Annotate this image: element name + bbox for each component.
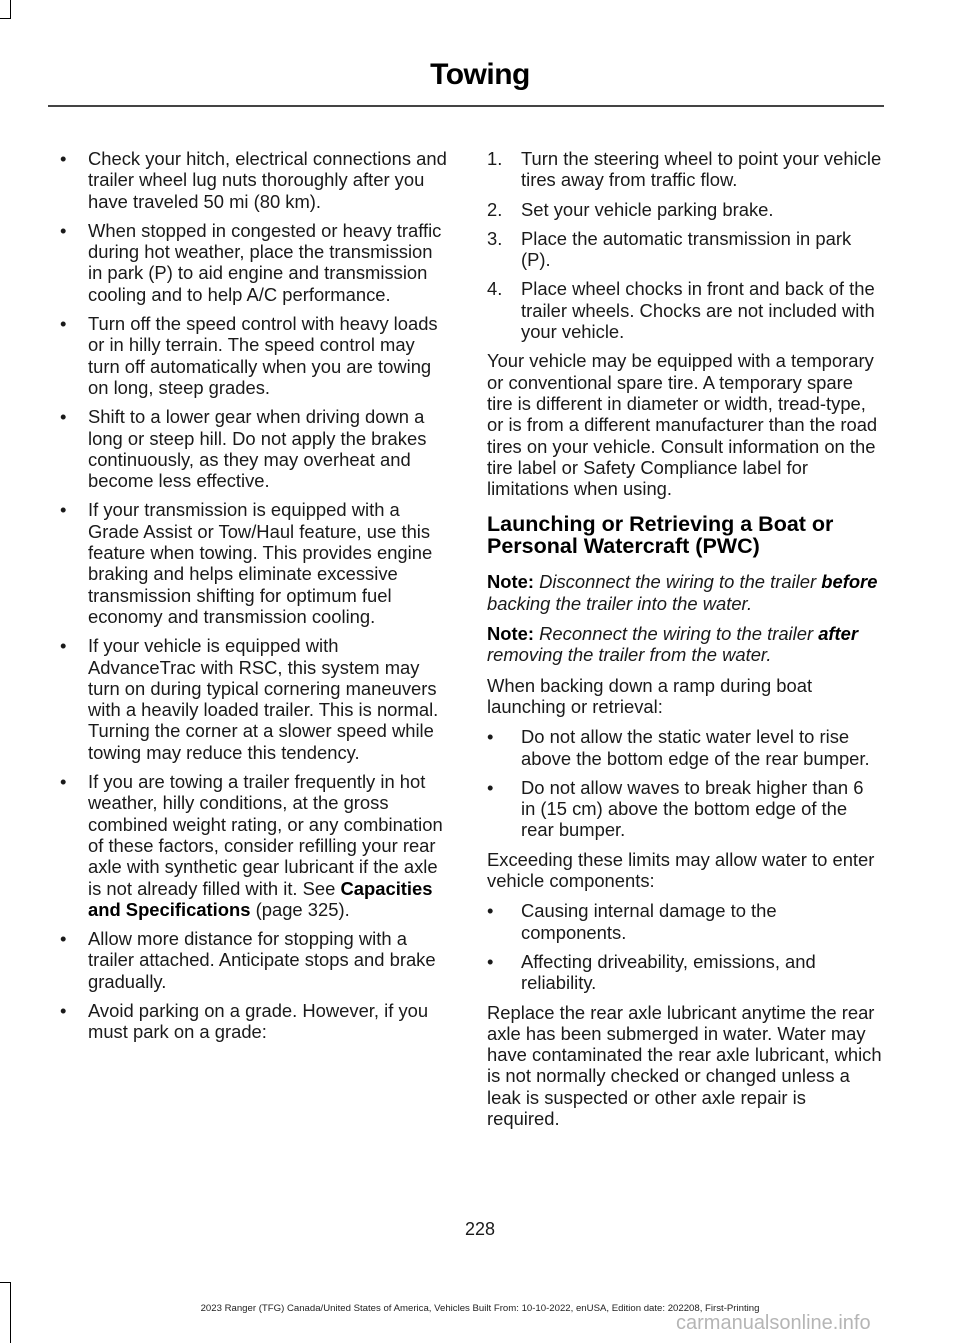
capacities-link[interactable]: Capacities and Specifications — [88, 877, 433, 920]
list-item: • Affecting driveability, emissions, and reliability. — [487, 951, 882, 994]
list-item: • When stopped in congested or heavy traffic during hot weather, place the transmission in park (P) to aid engine and transmission cooling and to help A/C performance. — [60, 220, 450, 305]
page-title: Towing — [430, 58, 530, 91]
step-text: Place wheel chocks in front and back of the trailer wheels. Chocks are not included with your vehicle. — [521, 278, 875, 343]
list-item: • Allow more distance for stopping with a trailer attached. Anticipate stops and brake gradually. — [60, 928, 450, 992]
left-column — [60, 148, 450, 1051]
step-text: Place the automatic transmission in park (P). — [521, 227, 852, 271]
list-item — [60, 771, 450, 920]
footer: 2023 Ranger (TFG) Canada/United States of America, Vehicles Built From: 10-10-2022, enUSA, Edition date: 202208, First-Printing — [200, 1303, 760, 1314]
list-item: • Avoid parking on a grade. However, if you must park on a grade: — [60, 1000, 450, 1043]
item-text: If you are towing a trailer frequently in hot weather, hilly conditions, at the gross combined weight rating, or any combination of these factors, consider refilling your rear axle with synthetic gear lubricant if the axle is not already filled with it. See — [88, 771, 443, 899]
note-emphasis: after — [818, 623, 859, 645]
note-text: removing the trailer from the water. — [487, 644, 772, 666]
step-item — [487, 199, 882, 220]
step-item — [487, 228, 882, 271]
list-item: • Do not allow waves to break higher than 6 in (15 cm) above the bottom edge of the rear bumper. — [487, 777, 882, 841]
list-item: • Causing internal damage to the components. — [487, 900, 882, 943]
right-column — [487, 148, 882, 1138]
header-rule — [48, 105, 884, 107]
list-item: • Shift to a lower gear when driving down a long or steep hill. Do not apply the brakes continuously, as they may overheat and become less effective. — [60, 406, 450, 491]
step-number: 2. — [487, 198, 503, 220]
section-heading: Launching or Retrieving a Boat or Personal Watercraft (PWC) — [487, 512, 834, 559]
note-emphasis: before — [821, 571, 878, 593]
note — [487, 623, 882, 666]
list-item: • If your transmission is equipped with a Grade Assist or Tow/Haul feature, use this feature when towing. This provides engine braking and helps eliminate excessive transmission shifting for optimum fuel economy and transmission cooling. — [60, 499, 450, 627]
watermark: carmanualsonline.info — [676, 1312, 871, 1334]
step-text: Turn the steering wheel to point your vehicle tires away from traffic flow. — [521, 148, 882, 191]
step-text: Set your vehicle parking brake. — [521, 198, 774, 220]
step-number: 3. — [487, 227, 503, 249]
step-number: 1. — [487, 148, 503, 169]
page-ref: (page 325). — [250, 898, 350, 920]
crop-mark — [0, 0, 11, 19]
exceed-paragraph: Exceeding these limits may allow water to enter vehicle components: — [487, 848, 875, 892]
list-item: • Do not allow the static water level to rise above the bottom edge of the rear bumper. — [487, 726, 882, 769]
note-text: Reconnect the wiring to the trailer — [534, 623, 819, 645]
step-item — [487, 148, 882, 191]
note-label: Note: — [487, 623, 534, 645]
page-number: 228 — [464, 1219, 496, 1239]
ramp-paragraph: When backing down a ramp during boat launching or retrieval: — [487, 674, 813, 717]
note — [487, 571, 882, 614]
note-text: backing the trailer into the water. — [487, 592, 753, 614]
list-item: • Check your hitch, electrical connections and trailer wheel lug nuts thoroughly after you have traveled 50 mi (80 km). — [60, 148, 450, 212]
list-item: • Turn off the speed control with heavy loads or in hilly terrain. The speed control may turn off automatically when you are towing on long, steep grades. — [60, 313, 450, 398]
spare-tire-paragraph: Your vehicle may be equipped with a temporary or conventional spare tire. A temporary spare tire is different in diameter or width, tread-type, or is from a different manufacturer than the road tires on your vehicle. Consult information on the tire label or Safety Compliance label for limitations when using. — [487, 350, 878, 500]
note-text: Disconnect the wiring to the trailer — [534, 571, 822, 593]
step-item — [487, 278, 882, 342]
replace-paragraph: Replace the rear axle lubricant anytime the rear axle has been submerged in water. Water may have contaminated the rear axle lubricant, which is not normally checked or changed unless a leak is suspected or other axle repair is required. — [487, 1001, 882, 1129]
step-number: 4. — [487, 278, 503, 300]
list-item: • If your vehicle is equipped with AdvanceTrac with RSC, this system may turn on during typical cornering maneuvers with a heavily loaded trailer. This is normal. Turning the corner at a slower speed while towing may reduce this tendency. — [60, 635, 450, 763]
note-label: Note: — [487, 571, 534, 593]
